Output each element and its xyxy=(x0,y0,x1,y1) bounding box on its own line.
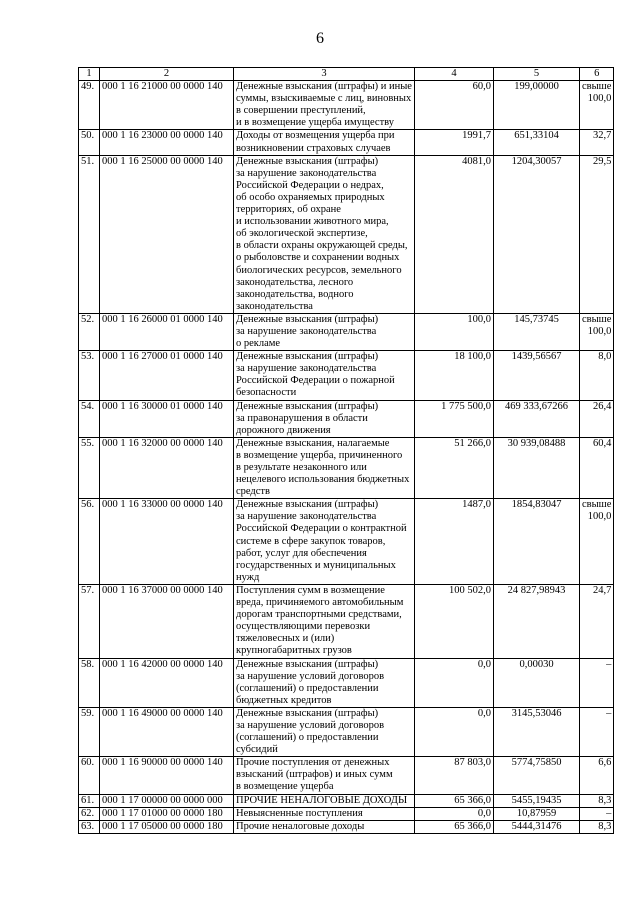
actual-value: 1204,30057 xyxy=(494,155,580,313)
header-cell: 3 xyxy=(234,68,415,81)
table-row xyxy=(79,400,614,437)
row-number: 61. xyxy=(79,794,100,807)
percent-value: 29,5 xyxy=(580,155,614,313)
table-row xyxy=(79,658,614,707)
actual-value: 145,73745 xyxy=(494,313,580,350)
percent-value: 26,4 xyxy=(580,400,614,437)
percent-value: 24,7 xyxy=(580,584,614,658)
actual-value: 24 827,98943 xyxy=(494,584,580,658)
plan-value: 0,0 xyxy=(415,807,494,820)
revenue-name: Денежные взыскания (штрафы) и иные суммы, взыскиваемые с лиц, виновных в совершении преступлений, и в возмещение ущерба имуществу xyxy=(234,81,415,130)
header-cell: 1 xyxy=(79,68,100,81)
percent-value: 8,3 xyxy=(580,794,614,807)
table-header-row xyxy=(79,68,614,81)
revenue-name: ПРОЧИЕ НЕНАЛОГОВЫЕ ДОХОДЫ xyxy=(234,794,415,807)
plan-value: 100 502,0 xyxy=(415,584,494,658)
budget-code: 000 1 16 27000 01 0000 140 xyxy=(100,351,234,400)
plan-value: 1487,0 xyxy=(415,499,494,585)
percent-value: свыше 100,0 xyxy=(580,81,614,130)
header-cell: 2 xyxy=(100,68,234,81)
actual-value: 1439,56567 xyxy=(494,351,580,400)
revenue-table xyxy=(78,67,614,834)
actual-value: 469 333,67266 xyxy=(494,400,580,437)
percent-value: 6,6 xyxy=(580,757,614,794)
actual-value: 199,00000 xyxy=(494,81,580,130)
table-row xyxy=(79,437,614,498)
table-row xyxy=(79,499,614,585)
plan-value: 0,0 xyxy=(415,658,494,707)
plan-value: 87 803,0 xyxy=(415,757,494,794)
actual-value: 5444,31476 xyxy=(494,820,580,833)
row-number: 56. xyxy=(79,499,100,585)
table-row xyxy=(79,584,614,658)
revenue-name: Денежные взыскания (штрафы) за нарушение законодательства Российской Федерации о пожарной безопасности xyxy=(234,351,415,400)
percent-value: – xyxy=(580,807,614,820)
actual-value: 1854,83047 xyxy=(494,499,580,585)
plan-value: 4081,0 xyxy=(415,155,494,313)
budget-code: 000 1 16 25000 00 0000 140 xyxy=(100,155,234,313)
revenue-name: Денежные взыскания (штрафы) за нарушение законодательства Российской Федерации о контрактной системе в сфере закупок товаров, работ, услуг для обеспечения государственных и муниципальных нужд xyxy=(234,499,415,585)
row-number: 58. xyxy=(79,658,100,707)
plan-value: 0,0 xyxy=(415,707,494,756)
plan-value: 100,0 xyxy=(415,313,494,350)
budget-code: 000 1 16 33000 00 0000 140 xyxy=(100,499,234,585)
budget-code: 000 1 16 26000 01 0000 140 xyxy=(100,313,234,350)
table-row xyxy=(79,707,614,756)
actual-value: 5774,75850 xyxy=(494,757,580,794)
plan-value: 60,0 xyxy=(415,81,494,130)
actual-value: 651,33104 xyxy=(494,130,580,155)
percent-value: – xyxy=(580,658,614,707)
row-number: 57. xyxy=(79,584,100,658)
plan-value: 65 366,0 xyxy=(415,820,494,833)
row-number: 52. xyxy=(79,313,100,350)
revenue-name: Прочие неналоговые доходы xyxy=(234,820,415,833)
table-row xyxy=(79,807,614,820)
row-number: 63. xyxy=(79,820,100,833)
percent-value: 60,4 xyxy=(580,437,614,498)
revenue-name: Денежные взыскания (штрафы) за нарушение законодательства о рекламе xyxy=(234,313,415,350)
budget-code: 000 1 16 23000 00 0000 140 xyxy=(100,130,234,155)
row-number: 60. xyxy=(79,757,100,794)
row-number: 51. xyxy=(79,155,100,313)
row-number: 53. xyxy=(79,351,100,400)
plan-value: 1991,7 xyxy=(415,130,494,155)
actual-value: 30 939,08488 xyxy=(494,437,580,498)
table-row xyxy=(79,155,614,313)
actual-value: 3145,53046 xyxy=(494,707,580,756)
actual-value: 5455,19435 xyxy=(494,794,580,807)
revenue-name: Доходы от возмещения ущерба при возникновении страховых случаев xyxy=(234,130,415,155)
budget-code: 000 1 16 42000 00 0000 140 xyxy=(100,658,234,707)
header-cell: 5 xyxy=(494,68,580,81)
budget-code: 000 1 16 32000 00 0000 140 xyxy=(100,437,234,498)
budget-code: 000 1 17 05000 00 0000 180 xyxy=(100,820,234,833)
revenue-name: Денежные взыскания (штрафы) за нарушение законодательства Российской Федерации о недрах, об особо охраняемых природных территориях, об охране и использовании животного мира, об экологической экспертизе, в области охраны окружающей среды, о рыболовстве и сохранении водных биологических ресурсов, земельного законодательства, лесного законодательства, водного законодательства xyxy=(234,155,415,313)
percent-value: свыше 100,0 xyxy=(580,499,614,585)
budget-code: 000 1 16 30000 01 0000 140 xyxy=(100,400,234,437)
revenue-name: Денежные взыскания, налагаемые в возмещение ущерба, причиненного в результате незаконного или нецелевого использования бюджетных средств xyxy=(234,437,415,498)
header-cell: 6 xyxy=(580,68,614,81)
actual-value: 10,87959 xyxy=(494,807,580,820)
plan-value: 1 775 500,0 xyxy=(415,400,494,437)
revenue-name: Невыясненные поступления xyxy=(234,807,415,820)
plan-value: 65 366,0 xyxy=(415,794,494,807)
table-row xyxy=(79,757,614,794)
percent-value: – xyxy=(580,707,614,756)
actual-value: 0,00030 xyxy=(494,658,580,707)
budget-code: 000 1 16 37000 00 0000 140 xyxy=(100,584,234,658)
revenue-name: Поступления сумм в возмещение вреда, причиняемого автомобильным дорогам транспортными средствами, осуществляющими перевозки тяжеловесных и (или) крупногабаритных грузов xyxy=(234,584,415,658)
percent-value: свыше 100,0 xyxy=(580,313,614,350)
budget-code: 000 1 16 49000 00 0000 140 xyxy=(100,707,234,756)
page-number: 6 xyxy=(316,30,324,47)
table-row xyxy=(79,820,614,833)
table-row xyxy=(79,81,614,130)
percent-value: 8,3 xyxy=(580,820,614,833)
revenue-name: Денежные взыскания (штрафы) за нарушение условий договоров (соглашений) о предоставлении субсидий xyxy=(234,707,415,756)
row-number: 62. xyxy=(79,807,100,820)
table-row xyxy=(79,130,614,155)
header-cell: 4 xyxy=(415,68,494,81)
table-row xyxy=(79,313,614,350)
revenue-name: Прочие поступления от денежных взысканий (штрафов) и иных сумм в возмещение ущерба xyxy=(234,757,415,794)
revenue-name: Денежные взыскания (штрафы) за нарушение условий договоров (соглашений) о предоставлении бюджетных кредитов xyxy=(234,658,415,707)
row-number: 49. xyxy=(79,81,100,130)
row-number: 54. xyxy=(79,400,100,437)
budget-code: 000 1 17 01000 00 0000 180 xyxy=(100,807,234,820)
budget-code: 000 1 16 21000 00 0000 140 xyxy=(100,81,234,130)
table-row xyxy=(79,794,614,807)
plan-value: 18 100,0 xyxy=(415,351,494,400)
budget-code: 000 1 17 00000 00 0000 000 xyxy=(100,794,234,807)
budget-code: 000 1 16 90000 00 0000 140 xyxy=(100,757,234,794)
row-number: 50. xyxy=(79,130,100,155)
percent-value: 32,7 xyxy=(580,130,614,155)
plan-value: 51 266,0 xyxy=(415,437,494,498)
row-number: 59. xyxy=(79,707,100,756)
row-number: 55. xyxy=(79,437,100,498)
table-row xyxy=(79,351,614,400)
revenue-name: Денежные взыскания (штрафы) за правонарушения в области дорожного движения xyxy=(234,400,415,437)
percent-value: 8,0 xyxy=(580,351,614,400)
